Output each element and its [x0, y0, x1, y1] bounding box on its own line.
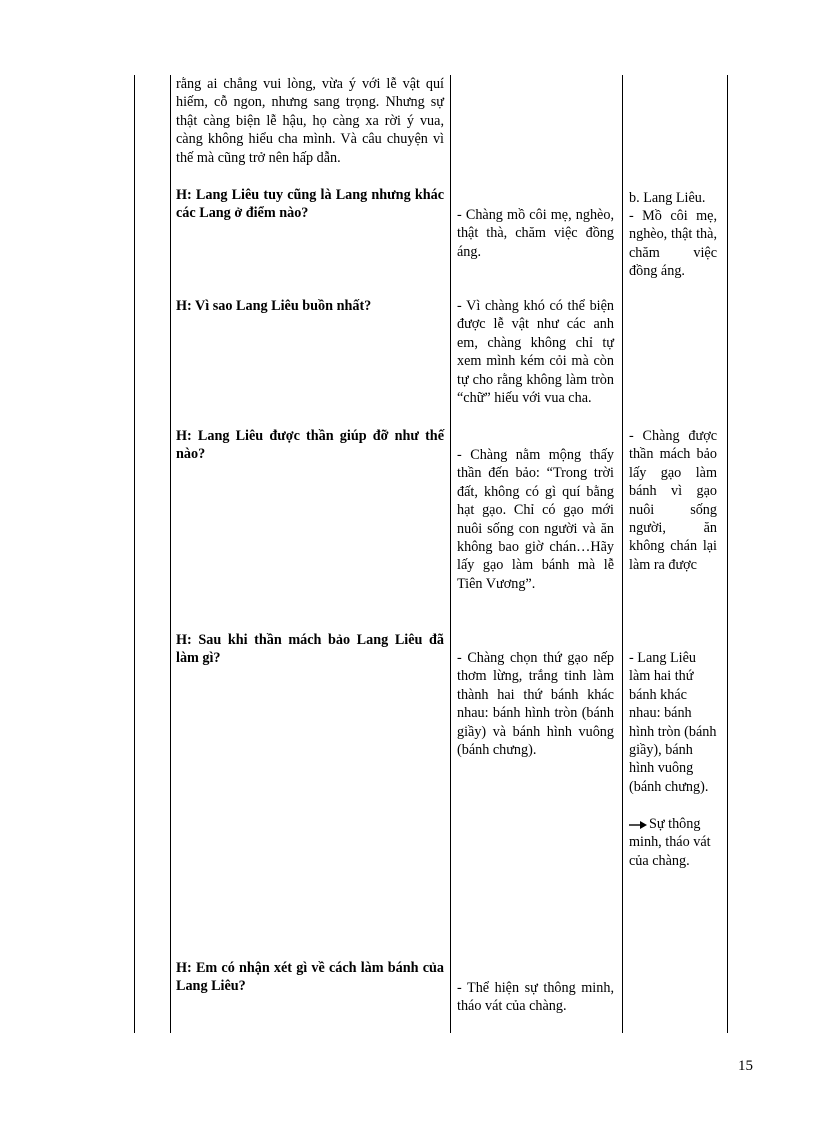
note-heading: b. Lang Liêu. [629, 190, 706, 206]
notes-column [629, 75, 717, 1033]
answer-1: - Chàng mồ côi mẹ, nghèo, thật thà, chăm việc đồng áng. [457, 207, 614, 260]
teacher-questions-column [176, 75, 444, 1033]
question-4: H: Sau khi thần mách bảo Lang Liêu đã làm gì? [176, 632, 444, 667]
question-2: H: Vì sao Lang Liêu buồn nhất? [176, 298, 372, 314]
page-number: 15 [738, 1058, 753, 1074]
note-4-line [629, 815, 717, 870]
note-2: - Chàng được thần mách bảo lấy gạo làm bánh vì gạo nuôi sống người, ăn không chán lại làm ra được [629, 428, 717, 573]
table-outer-left-border [134, 75, 135, 1033]
question-3: H: Lang Liêu được thần giúp đỡ như thế nào? [176, 428, 444, 463]
right-arrow-icon [629, 820, 647, 830]
table-border-right [727, 75, 728, 1033]
answer-3: - Chàng nằm mộng thấy thần đến bảo: “Trong trời đất, không có gì quí bằng hạt gạo. Chỉ có gạo mới nuôi sống con người và ăn không bao giờ chán…Hãy lấy gạo làm bánh mà lễ Tiên Vương”. [457, 447, 614, 592]
note-1: - Mồ côi mẹ, nghèo, thật thà, chăm việc đồng áng. [629, 208, 717, 280]
answer-2: - Vì chàng khó có thể biện được lễ vật như các anh em, chàng không chỉ tự xem mình kém cỏi mà còn tự cho rằng không làm tròn “chữ” hiếu với vua cha. [457, 298, 614, 407]
student-answers-column [457, 75, 614, 1033]
intro-paragraph: rằng ai chẳng vui lòng, vừa ý với lễ vật quí hiếm, cỗ ngon, nhưng sang trọng. Nhưng sự thật càng biện lễ hậu, họ càng xa rời ý vua, càng không hiểu cha mình. Và câu chuyện vì thế mà cũng trở nên hấp dẫn. [176, 76, 444, 166]
note-3: - Lang Liêu làm hai thứ bánh khác nhau: bánh hình tròn (bánh giầy), bánh hình vuông (bánh chưng). [629, 650, 717, 795]
table-border-col2-left [450, 75, 451, 1033]
answer-5: - Thể hiện sự thông minh, tháo vát của chàng. [457, 980, 614, 1015]
answer-4: - Chàng chọn thứ gạo nếp thơm lừng, trắng tinh làm thành hai thứ bánh khác nhau: bánh hình tròn (bánh giầy) và bánh hình vuông (bánh chưng). [457, 650, 614, 759]
table-border-col1-left [170, 75, 171, 1033]
note-4: Sự thông minh, tháo vát của chàng. [629, 816, 711, 869]
question-5: H: Em có nhận xét gì về cách làm bánh của Lang Liêu? [176, 960, 444, 995]
table-border-col3-left [622, 75, 623, 1033]
question-1: H: Lang Liêu tuy cũng là Lang nhưng khác các Lang ở điểm nào? [176, 187, 444, 222]
